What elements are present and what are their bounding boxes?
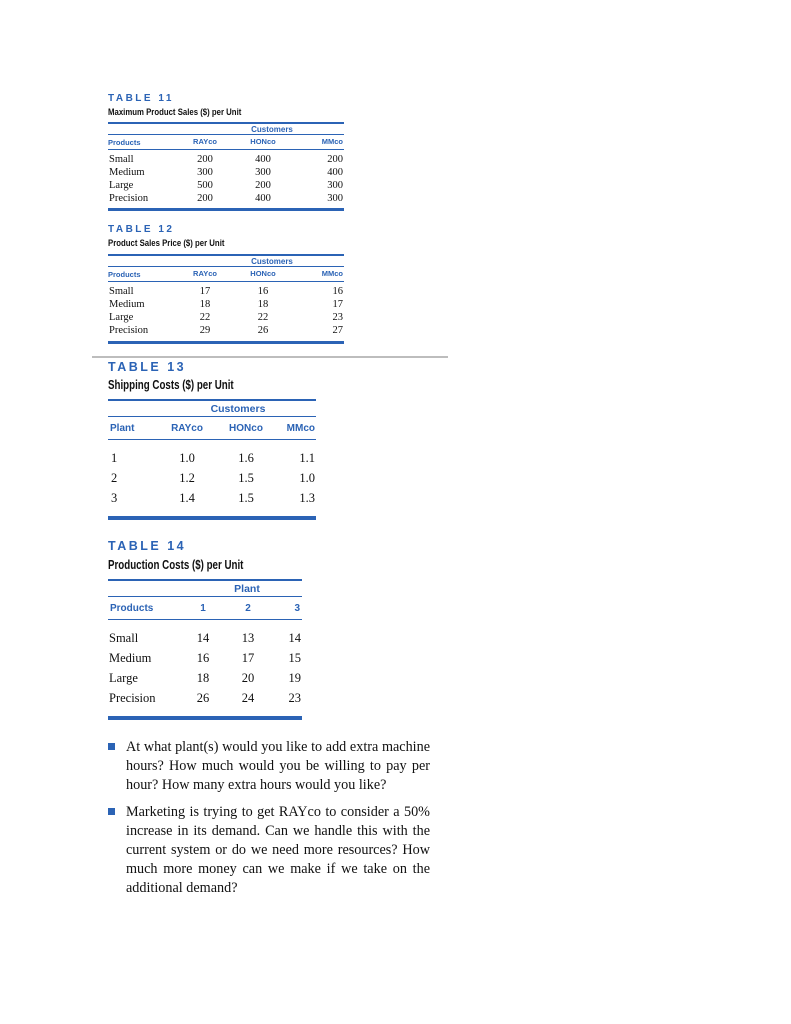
table-cell: 2 bbox=[111, 471, 118, 485]
table-cell: Medium bbox=[109, 651, 152, 665]
group-header-text: Plant bbox=[234, 583, 260, 595]
group-header-text: Customers bbox=[251, 256, 293, 266]
column-header: 1 bbox=[200, 602, 206, 614]
table-cell: 13 bbox=[241, 631, 255, 645]
column-header: HONco bbox=[250, 269, 276, 278]
table-cell: 18 bbox=[257, 298, 269, 310]
question-list bbox=[108, 738, 430, 906]
table-cell: 27 bbox=[332, 324, 343, 336]
column-header-row bbox=[108, 134, 344, 149]
list-item bbox=[108, 803, 430, 898]
table-caption: Production Costs ($) per Unit bbox=[108, 557, 244, 572]
table-cell: 200 bbox=[327, 153, 343, 165]
table-cell: 400 bbox=[255, 192, 271, 204]
table-cell: 18 bbox=[199, 298, 211, 310]
table-cell: 16 bbox=[196, 651, 210, 665]
table-12 bbox=[108, 225, 344, 344]
table-cell: Large bbox=[109, 311, 134, 323]
table-row bbox=[108, 448, 316, 468]
table-cell: 17 bbox=[241, 651, 255, 665]
table-cell: Small bbox=[109, 631, 139, 645]
group-header bbox=[108, 401, 316, 417]
table-row bbox=[108, 324, 344, 337]
group-header-text: Customers bbox=[251, 124, 293, 134]
table-cell: 1.5 bbox=[238, 491, 254, 505]
table-row bbox=[108, 688, 302, 708]
section-divider bbox=[92, 356, 448, 358]
group-header bbox=[108, 256, 344, 267]
table-cell: Precision bbox=[109, 324, 149, 336]
column-header: MMco bbox=[321, 269, 343, 278]
column-header-row bbox=[108, 597, 302, 620]
table-cell: 500 bbox=[197, 179, 213, 191]
table-cell: 1.1 bbox=[299, 451, 315, 465]
table-cell: 200 bbox=[197, 192, 213, 204]
table-label: TABLE 11 bbox=[108, 93, 174, 104]
table-cell: 22 bbox=[199, 311, 211, 323]
table-cell: 1.0 bbox=[299, 471, 315, 485]
table-cell: 24 bbox=[241, 691, 255, 705]
table-cell: 1.5 bbox=[238, 471, 254, 485]
table-bottom-rule bbox=[108, 516, 316, 520]
table-cell: 14 bbox=[196, 631, 210, 645]
table-caption: Shipping Costs ($) per Unit bbox=[108, 377, 234, 392]
table-label: TABLE 14 bbox=[108, 539, 187, 553]
table-row bbox=[108, 285, 344, 298]
table-cell: 400 bbox=[255, 153, 271, 165]
table-cell: 16 bbox=[332, 285, 343, 297]
table-cell: 300 bbox=[255, 166, 271, 178]
table-cell: 200 bbox=[255, 179, 271, 191]
group-header-text: Customers bbox=[210, 403, 266, 415]
column-header: Products bbox=[108, 269, 141, 279]
table-cell: 26 bbox=[196, 691, 210, 705]
table-caption: Product Sales Price ($) per Unit bbox=[108, 238, 225, 249]
table-row bbox=[108, 468, 316, 488]
table-cell: Precision bbox=[109, 192, 149, 204]
table-cell: 300 bbox=[327, 179, 343, 191]
table-row bbox=[108, 179, 344, 192]
column-header: MMco bbox=[286, 422, 315, 434]
table-cell: 15 bbox=[288, 651, 301, 665]
table-row bbox=[108, 192, 344, 205]
group-header bbox=[108, 581, 302, 597]
table-cell: 17 bbox=[199, 285, 211, 297]
table-bottom-rule bbox=[108, 208, 344, 211]
column-header: MMco bbox=[321, 137, 343, 146]
table-label: TABLE 13 bbox=[108, 360, 187, 374]
table-cell: 1.4 bbox=[179, 491, 195, 505]
table-cell: 1.6 bbox=[238, 451, 254, 465]
column-header: HONco bbox=[250, 137, 276, 146]
table-cell: 14 bbox=[288, 631, 301, 645]
table-row bbox=[108, 298, 344, 311]
table-cell: 200 bbox=[197, 153, 213, 165]
question-text: At what plant(s) would you like to add extra machine hours? How much would you be willing to pay per hour? How many extra hours would you like? bbox=[126, 739, 430, 793]
table-11 bbox=[108, 94, 344, 211]
table-cell: 300 bbox=[197, 166, 213, 178]
square-bullet-icon bbox=[108, 743, 115, 750]
table-row bbox=[108, 648, 302, 668]
table-cell: 20 bbox=[241, 671, 255, 685]
table-bottom-rule bbox=[108, 341, 344, 344]
table-cell: Small bbox=[109, 153, 134, 165]
table-row bbox=[108, 488, 316, 508]
table-14 bbox=[108, 540, 302, 720]
column-header: Products bbox=[110, 603, 154, 614]
column-header: Plant bbox=[110, 423, 135, 434]
table-caption: Maximum Product Sales ($) per Unit bbox=[108, 107, 242, 118]
column-header-row bbox=[108, 266, 344, 281]
table-bottom-rule bbox=[108, 716, 302, 720]
table-cell: 23 bbox=[332, 311, 343, 323]
group-header bbox=[108, 124, 344, 135]
table-cell: Large bbox=[109, 179, 134, 191]
table-13 bbox=[108, 361, 316, 520]
table-cell: 1.2 bbox=[179, 471, 195, 485]
table-row bbox=[108, 166, 344, 179]
column-header-row bbox=[108, 417, 316, 440]
table-cell: 29 bbox=[199, 324, 211, 336]
column-header: HONco bbox=[229, 422, 263, 434]
table-cell: 1.3 bbox=[299, 491, 315, 505]
table-cell: 16 bbox=[257, 285, 269, 297]
square-bullet-icon bbox=[108, 808, 115, 815]
table-row bbox=[108, 668, 302, 688]
table-cell: Medium bbox=[109, 298, 145, 310]
table-label: TABLE 12 bbox=[108, 224, 175, 235]
table-cell: 1 bbox=[111, 451, 118, 465]
column-header: RAYco bbox=[193, 137, 217, 146]
question-text: Marketing is trying to get RAYco to consider a 50% increase in its demand. Can we handle this with the current system or do we need more resources? How much more money can we make if we take on the additional demand? bbox=[126, 804, 430, 896]
table-cell: 400 bbox=[327, 166, 343, 178]
table-cell: 19 bbox=[288, 671, 301, 685]
table-cell: 23 bbox=[288, 691, 301, 705]
table-row bbox=[108, 311, 344, 324]
column-header: RAYco bbox=[171, 422, 203, 434]
table-row bbox=[108, 153, 344, 166]
list-item bbox=[108, 738, 430, 795]
table-cell: Small bbox=[109, 285, 134, 297]
table-cell: 1.0 bbox=[179, 451, 195, 465]
table-cell: 26 bbox=[257, 324, 269, 336]
table-cell: 18 bbox=[196, 671, 210, 685]
table-cell: 300 bbox=[327, 192, 343, 204]
table-cell: 17 bbox=[332, 298, 343, 310]
column-header: 3 bbox=[294, 602, 300, 614]
table-cell: 22 bbox=[257, 311, 269, 323]
table-row bbox=[108, 628, 302, 648]
table-cell: 3 bbox=[111, 491, 118, 505]
column-header: 2 bbox=[245, 602, 251, 614]
table-cell: Large bbox=[109, 671, 138, 685]
table-cell: Medium bbox=[109, 166, 145, 178]
column-header: Products bbox=[108, 137, 141, 147]
table-cell: Precision bbox=[109, 691, 156, 705]
column-header: RAYco bbox=[193, 269, 217, 278]
